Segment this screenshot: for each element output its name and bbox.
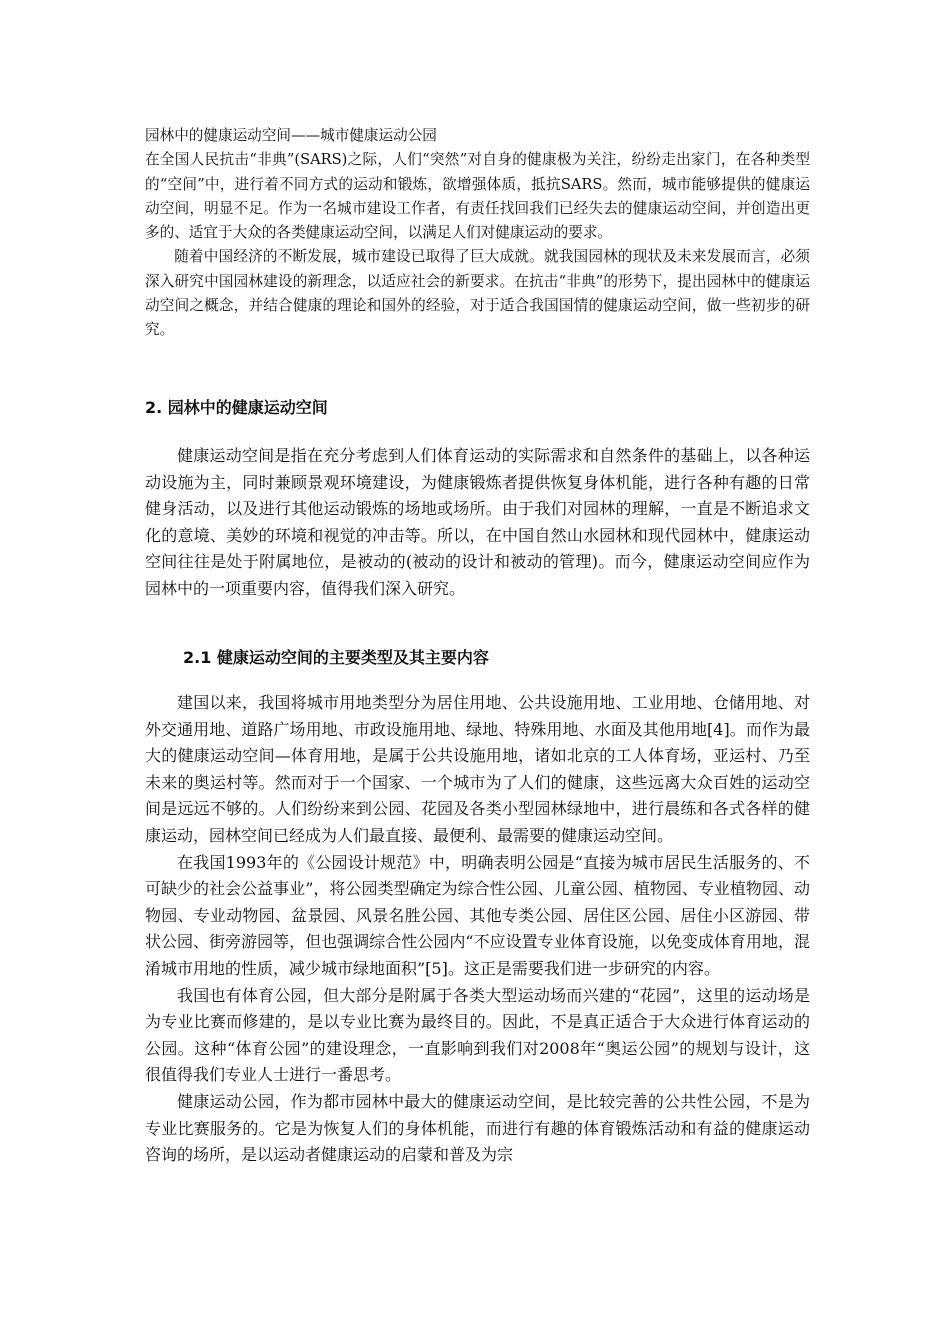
- subsection-heading: 2.1 健康运动空间的主要类型及其主要内容: [183, 648, 489, 667]
- intro-paragraph: 在全国人民抗击“非典”(SARS)之际，人们“突然”对自身的健康极为关注，纷纷走出家门，在各种类型的“空间”中，进行着不同方式的运动和锻炼，欲增强体质，抵抗SARS。然而，城市能够提供的健康运动空间，明显不足。作为一名城市建设工作者，有责任找回我们已经失去的健康运动空间，并创造出更多的、适宜于大众的各类健康运动空间，以满足人们对健康运动的要求。: [145, 151, 810, 242]
- body-paragraph: 在我国1993年的《公园设计规范》中，明确表明公园是“直接为城市居民生活服务的、不可缺少的社会公益事业”，将公园类型确定为综合性公园、儿童公园、植物园、专业植物园、动物园、专业动物园、盆景园、风景名胜公园、其他专类公园、居住区公园、居住小区游园、带状公园、街旁游园等，但也强调综合性公园内“不应设置专业体育设施，以免变成体育用地，混淆城市用地的性质，减少城市绿地面积”[5]。这正是需要我们进一步研究的内容。: [145, 852, 810, 978]
- section-body: [145, 443, 810, 603]
- subsection-body: [145, 690, 810, 1169]
- intro-paragraph: 随着中国经济的不断发展，城市建设已取得了巨大成就。就我国园林的现状及未来发展而言，必须深入研究中国园林建设的新理念，以适应社会的新要求。在抗击“非典”的形势下，提出园林中的健康运动空间之概念，并结合健康的理论和国外的经验，对于适合我国国情的健康运动空间，做一些初步的研究。: [145, 248, 810, 339]
- intro-title: 园林中的健康运动空间——城市健康运动公园: [145, 127, 437, 144]
- body-paragraph: 建国以来，我国将城市用地类型分为居住用地、公共设施用地、工业用地、仓储用地、对外交通用地、道路广场用地、市政设施用地、绿地、特殊用地、水面及其他用地[4]。而作为最大的健康运动空间—体育用地，是属于公共设施用地，诸如北京的工人体育场，亚运村、乃至未来的奥运村等。然而对于一个国家、一个城市为了人们的健康，这些远离大众百姓的运动空间是远远不够的。人们纷纷来到公园、花园及各类小型园林绿地中，进行晨练和各式各样的健康运动，园林空间已经成为人们最直接、最便利、最需要的健康运动空间。: [145, 693, 810, 845]
- body-paragraph: 我国也有体育公园，但大部分是附属于各类大型运动场而兴建的“花园”，这里的运动场是为专业比赛而修建的，是以专业比赛为最终目的。因此，不是真正适合于大众进行体育运动的公园。这种“体育公园”的建设理念，一直影响到我们对2008年“奥运公园”的规划与设计，这很值得我们专业人士进行一番思考。: [145, 985, 810, 1085]
- intro-block: [145, 124, 810, 343]
- body-paragraph: 健康运动空间是指在充分考虑到人们体育运动的实际需求和自然条件的基础上，以各种运动设施为主，同时兼顾景观环境建设，为健康锻炼者提供恢复身体机能，进行各种有趣的日常健身活动，以及进行其他运动锻炼的场地或场所。由于我们对园林的理解，一直是不断追求文化的意境、美妙的环境和视觉的冲击等。所以，在中国自然山水园林和现代园林中，健康运动空间往往是处于附属地位，是被动的(被动的设计和被动的管理)。而今，健康运动空间应作为园林中的一项重要内容，值得我们深入研究。: [145, 446, 810, 598]
- body-paragraph: 健康运动公园，作为都市园林中最大的健康运动空间，是比较完善的公共性公园，不是为专业比赛服务的。它是为恢复人们的身体机能，而进行有趣的体育锻炼活动和有益的健康运动咨询的场所，是以运动者健康运动的启蒙和普及为宗: [145, 1091, 810, 1165]
- section-heading: 2. 园林中的健康运动空间: [145, 398, 328, 417]
